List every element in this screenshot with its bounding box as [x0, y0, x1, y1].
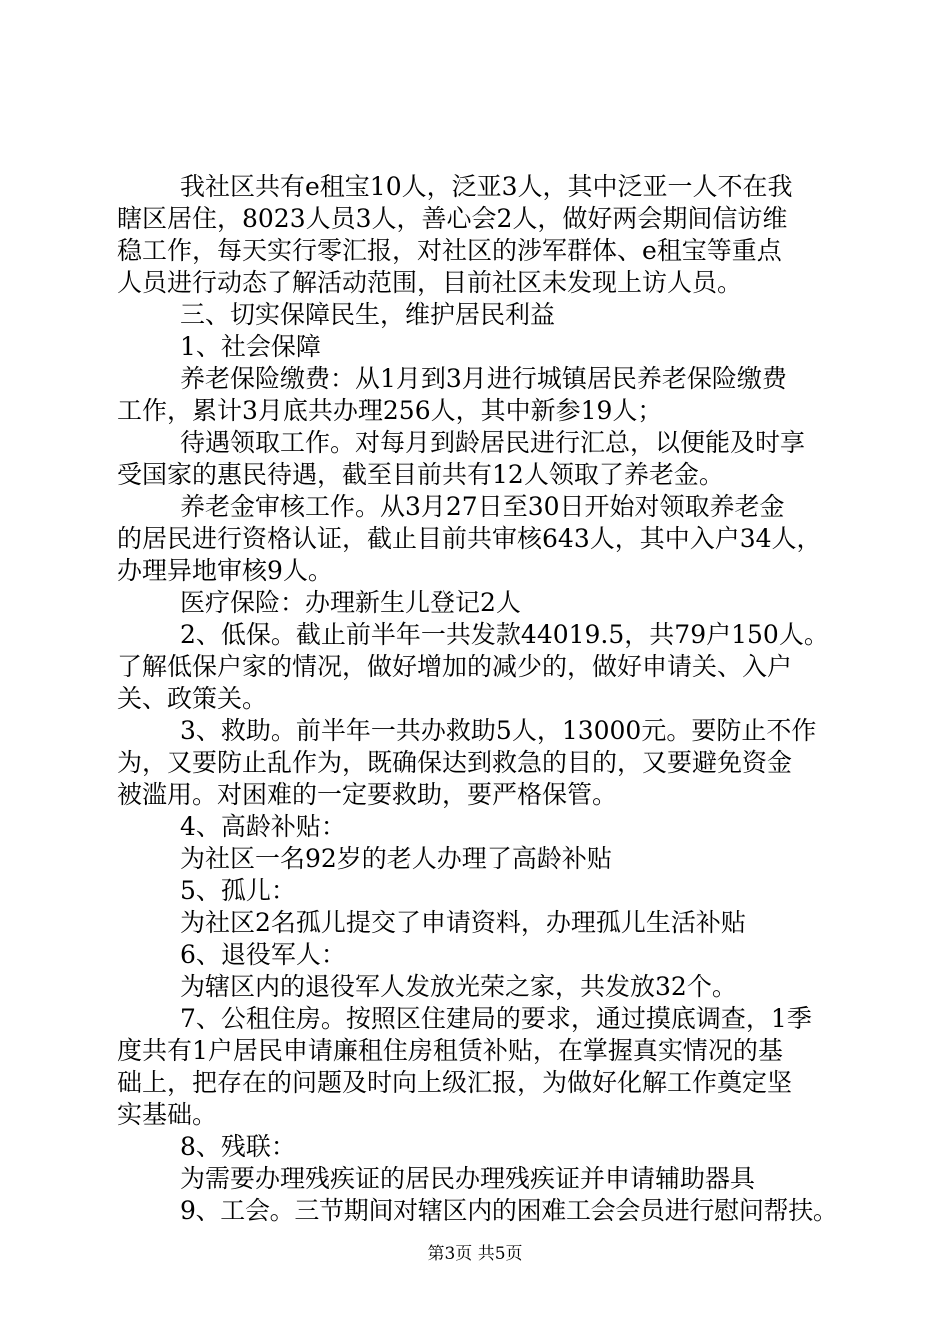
- paragraph-line: 办理异地审核9人。: [117, 556, 333, 585]
- subsection-heading: 4、高龄补贴：: [180, 812, 346, 841]
- paragraph-line: 了解低保户家的情况，做好增加的减少的，做好申请关、入户: [117, 652, 793, 681]
- paragraph-line: 础上，把存在的问题及时向上级汇报，为做好化解工作奠定坚: [117, 1068, 793, 1097]
- paragraph-line: 为社区一名92岁的老人办理了高龄补贴: [180, 844, 612, 873]
- page-footer: [0, 1244, 950, 1264]
- paragraph-line: 关、政策关。: [117, 684, 268, 713]
- paragraph-line: 为，又要防止乱作为，既确保达到救急的目的，又要避免资金: [117, 748, 793, 777]
- paragraph-line: 瞎区居住，8023人员3人，善心会2人，做好两会期间信访维: [117, 204, 788, 233]
- paragraph-line: 养老金审核工作。从3月27日至30日开始对领取养老金: [180, 492, 785, 521]
- paragraph-line: 9、工会。三节期间对辖区内的困难工会会员进行慰问帮扶。: [180, 1196, 838, 1225]
- section-heading: 三、切实保障民生，维护居民利益: [180, 300, 556, 329]
- paragraph-line: 为辖区内的退役军人发放光荣之家，共发放32个。: [180, 972, 737, 1001]
- paragraph-line: 为社区2名孤儿提交了申请资料，办理孤儿生活补贴: [180, 908, 746, 937]
- paragraph-line: 实基础。: [117, 1100, 218, 1129]
- paragraph-line: 工作，累计3月底共办理256人，其中新参19人；: [117, 396, 663, 425]
- paragraph-line: 我社区共有e租宝10人，泛亚3人，其中泛亚一人不在我: [180, 172, 793, 201]
- paragraph-line: 被滥用。对困难的一定要救助，要严格保管。: [117, 780, 618, 809]
- paragraph-line: 养老保险缴费：从1月到3月进行城镇居民养老保险缴费: [180, 364, 787, 393]
- paragraph-line: 人员进行动态了解活动范围，目前社区未发现上访人员。: [117, 268, 743, 297]
- paragraph-line: 度共有1户居民申请廉租住房租赁补贴，在掌握真实情况的基: [117, 1036, 783, 1065]
- paragraph-line: 医疗保险：办理新生儿登记2人: [180, 588, 521, 617]
- paragraph-line: 3、救助。前半年一共办救助5人，13000元。要防止不作: [180, 716, 817, 745]
- paragraph-line: 2、低保。截止前半年一共发款44019.5，共79户150人。: [180, 620, 829, 649]
- subsection-heading: 6、退役军人：: [180, 940, 346, 969]
- subsection-heading: 8、残联：: [180, 1132, 296, 1161]
- page-number: 第3页 共5页: [427, 1244, 523, 1264]
- paragraph-line: 待遇领取工作。对每月到龄居民进行汇总，以便能及时享: [180, 428, 806, 457]
- paragraph-line: 7、公租住房。按照区住建局的要求，通过摸底调查，1季: [180, 1004, 812, 1033]
- paragraph-line: 为需要办理残疾证的居民办理残疾证并申请辅助器具: [180, 1164, 756, 1193]
- subsection-heading: 1、社会保障: [180, 332, 321, 361]
- subsection-heading: 5、孤儿：: [180, 876, 296, 905]
- paragraph-line: 受国家的惠民待遇，截至目前共有12人领取了养老金。: [117, 460, 724, 489]
- paragraph-line: 的居民进行资格认证，截止目前共审核643人，其中入户34人，: [117, 524, 822, 553]
- paragraph-line: 稳工作，每天实行零汇报，对社区的涉军群体、e租宝等重点: [117, 236, 782, 265]
